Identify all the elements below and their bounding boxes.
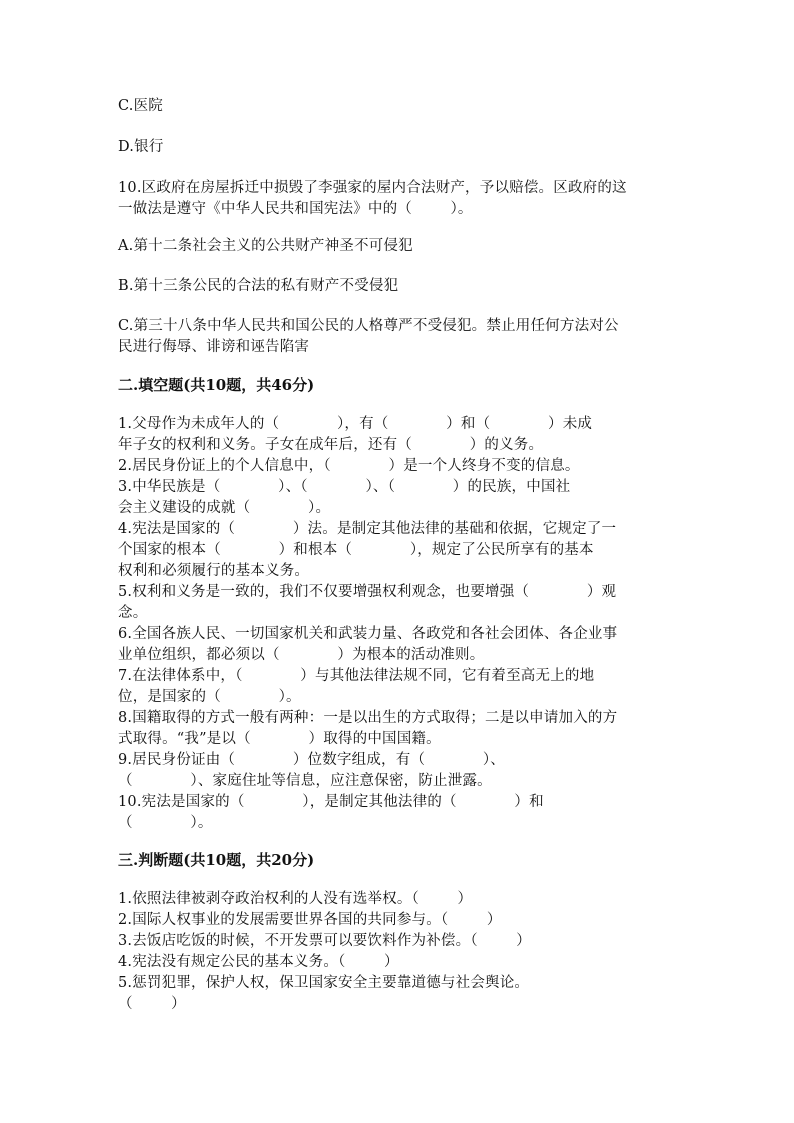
fill-line: 9.居民身份证由（ ）位数字组成，有（ ）、 [118, 752, 506, 768]
fill-line: 1.父母作为未成年人的（ ），有（ ）和（ ）未成 [118, 416, 593, 432]
question-10-line-2: 一做法是遵守《中华人民共和国宪法》中的（ ）。 [118, 201, 473, 217]
fill-line: 5.权利和义务是一致的，我们不仅要增强权利观念，也要增强（ ）观 [118, 584, 617, 600]
question-10-option-b: B.第十三条公民的合法的私有财产不受侵犯 [118, 278, 399, 294]
fill-line: 4.宪法是国家的（ ）法。是制定其他法律的基础和依据，它规定了一 [118, 521, 617, 537]
fill-line: 8.国籍取得的方式一般有两种：一是以出生的方式取得；二是以申请加入的方 [118, 710, 618, 726]
question-10-option-c-line-1: C.第三十八条中华人民共和国公民的人格尊严不受侵犯。禁止用任何方法对公 [118, 318, 619, 334]
fill-line: 3.中华民族是（ ）、（ ）、（ ）的民族，中国社 [118, 479, 571, 495]
section-heading-true-false: 三.判断题(共10题，共20分) [118, 851, 315, 869]
question-10-option-c-line-2: 民进行侮辱、诽谤和诬告陷害 [118, 339, 310, 355]
fill-line: 6.全国各族人民、一切国家机关和武装力量、各政党和各社会团体、各企业事 [118, 626, 618, 642]
fill-line: 权利和必须履行的基本义务。 [118, 563, 310, 579]
fill-line: 年子女的权利和义务。子女在成年后，还有（ ）的义务。 [118, 437, 544, 453]
fill-line: 个国家的根本（ ）和根本（ ），规定了公民所享有的基本 [118, 542, 594, 558]
fill-line: 10.宪法是国家的（ ），是制定其他法律的（ ）和 [118, 794, 544, 810]
fill-line: 7.在法律体系中，（ ）与其他法律法规不同，它有着至高无上的地 [118, 668, 595, 684]
judge-line: 2.国际人权事业的发展需要世界各国的共同参与。（ ） [118, 912, 502, 928]
fill-line: 会主义建设的成就（ ）。 [118, 500, 331, 516]
question-10-option-a: A.第十二条社会主义的公共财产神圣不可侵犯 [118, 238, 413, 254]
fill-line: 2.居民身份证上的个人信息中，（ ）是一个人终身不变的信息。 [118, 458, 580, 474]
fill-line: 式取得。“我”是以（ ）取得的中国国籍。 [118, 731, 441, 747]
judge-line: 1.依照法律被剥夺政治权利的人没有选举权。（ ） [118, 891, 473, 907]
fill-line: 位，是国家的（ ）。 [118, 689, 301, 705]
judge-line: 3.去饭店吃饭的时候，不开发票可以要饮料作为补偿。（ ） [118, 933, 531, 949]
judge-line: 5.惩罚犯罪，保护人权，保卫国家安全主要靠道德与社会舆论。 [118, 975, 530, 991]
fill-line: 念。 [118, 605, 148, 621]
fill-line: （ ）、家庭住址等信息，应注意保密，防止泄露。 [118, 773, 492, 789]
judge-line: （ ） [118, 996, 186, 1012]
section-heading-fill-in: 二.填空题(共10题，共46分) [118, 376, 315, 394]
fill-line: 业单位组织，都必须以（ ）为根本的活动准则。 [118, 647, 485, 663]
judge-line: 4.宪法没有规定公民的基本义务。（ ） [118, 954, 399, 970]
option-d-prev: D.银行 [118, 139, 164, 155]
fill-line: （ ）。 [118, 815, 213, 831]
option-c-prev: C.医院 [118, 98, 163, 114]
question-10-line-1: 10.区政府在房屋拆迁中损毁了李强家的屋内合法财产，予以赔偿。区政府的这 [118, 180, 627, 196]
